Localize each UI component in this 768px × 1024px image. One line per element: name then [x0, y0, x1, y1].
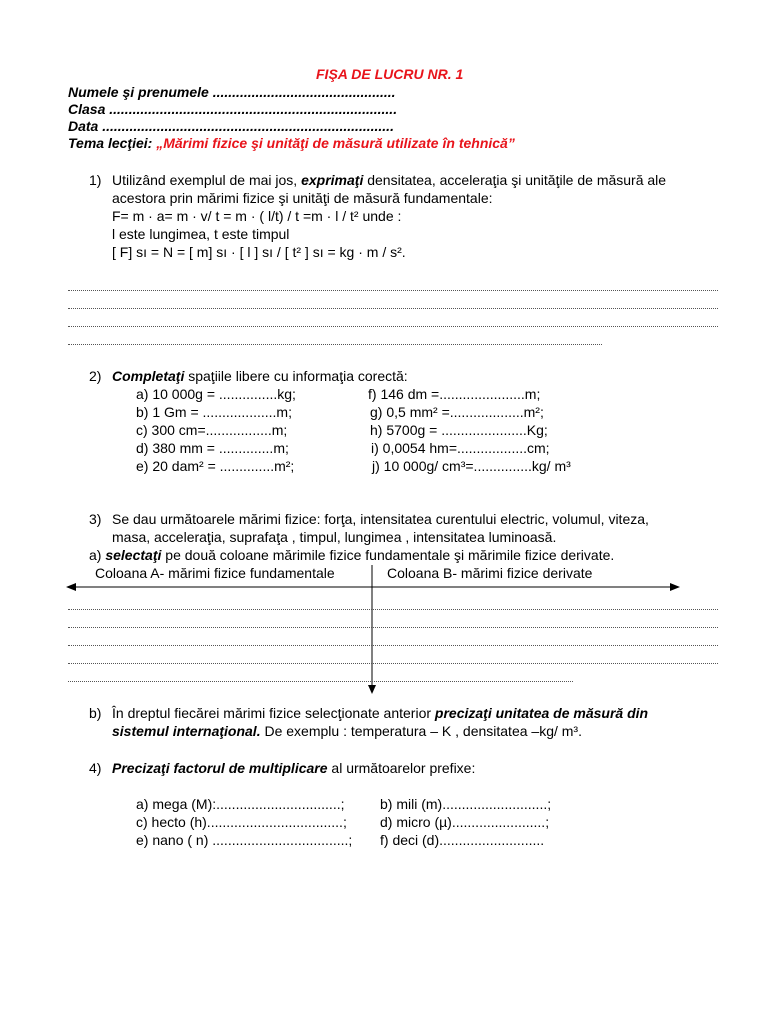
- q4-item-d: d) micro (µ)........................;: [380, 814, 550, 830]
- lesson-theme-value: „Mărimi fizice şi unităţi de măsură utilizate în tehnică”: [156, 135, 515, 151]
- q4-heading: [112, 760, 475, 777]
- q4-heading-rest: al următoarelor prefixe:: [327, 760, 476, 776]
- q4-item-e: e) nano ( n) ...................................;: [136, 832, 353, 848]
- q2-item-j: j) 10 000g/ cm³=...............kg/ m³: [372, 458, 571, 474]
- lesson-theme-label: Tema lecţiei:: [68, 135, 157, 151]
- q3a-keyword: selectaţi: [105, 547, 162, 563]
- q1-line1-c: densitatea, acceleraţia şi unităţile de măsură ale: [363, 172, 667, 188]
- q1-number: 1): [89, 172, 102, 188]
- q3b-example: De exemplu : temperatura – K , densitatea –kg/ m³.: [260, 723, 582, 739]
- q2-item-g: g) 0,5 mm² =...................m²;: [370, 404, 544, 420]
- q1-line4: l este lungimea, t este timpul: [112, 226, 290, 242]
- q3b-line1: [112, 705, 648, 722]
- q3a-label: a): [89, 547, 106, 563]
- q2-item-b: b) 1 Gm = ...................m;: [136, 404, 292, 420]
- answer-line: [68, 609, 718, 610]
- date-field: Data ...........................................................................: [68, 118, 394, 134]
- q4-item-f: f) deci (d)...........................: [380, 832, 545, 848]
- answer-line: [68, 663, 718, 664]
- q4-item-a: a) mega (M):................................;: [136, 796, 345, 812]
- q1-formula: F= m · a= m · v/ t = m · ( l/t) / t =m · l / t² unde :: [112, 208, 402, 224]
- q2-item-f: f) 146 dm =......................m;: [368, 386, 541, 402]
- answer-line: [68, 645, 718, 646]
- q2-item-a: a) 10 000g = ...............kg;: [136, 386, 296, 402]
- q4-item-c: c) hecto (h)...................................;: [136, 814, 347, 830]
- q2-item-c: c) 300 cm=.................m;: [136, 422, 288, 438]
- q3b-label: b): [89, 705, 102, 721]
- q1-line2: acestora prin mărimi fizice şi unităţi de măsură fundamentale:: [112, 190, 493, 206]
- q2-item-e: e) 20 dam² = ..............m²;: [136, 458, 295, 474]
- q2-heading-rest: spaţiile libere cu informaţia corectă:: [184, 368, 408, 384]
- q2-number: 2): [89, 368, 102, 384]
- answer-line: [68, 627, 718, 628]
- class-field: Clasa ..........................................................................: [68, 101, 398, 117]
- q2-item-i: i) 0,0054 hm=..................cm;: [371, 440, 550, 456]
- q2-item-h: h) 5700g = ......................Kg;: [370, 422, 548, 438]
- q3b-keyword-1: precizaţi unitatea de măsură din: [434, 705, 649, 721]
- q1-units: [ F] sı = N = [ m] sı · [ l ] sı / [ t² ] sı = kg · m / s².: [112, 244, 406, 260]
- q4-number: 4): [89, 760, 102, 776]
- q2-item-d: d) 380 mm = ..............m;: [136, 440, 289, 456]
- q3-line1: Se dau următoarele mărimi fizice: forţa, intensitatea curentului electric, volumul, viteza,: [112, 511, 649, 527]
- column-a-header: Coloana A- mărimi fizice fundamentale: [95, 565, 335, 581]
- q3b-keyword-2: sistemul internaţional.: [112, 723, 261, 739]
- q3-number: 3): [89, 511, 102, 527]
- answer-line: [68, 681, 573, 682]
- q4-item-b: b) mili (m)...........................;: [380, 796, 552, 812]
- q3a-rest: pe două coloane mărimile fizice fundamentale şi mărimile fizice derivate.: [161, 547, 615, 563]
- q3b-line2: [112, 723, 582, 740]
- q2-keyword: Completaţi: [112, 368, 185, 384]
- column-b-header: Coloana B- mărimi fizice derivate: [387, 565, 593, 581]
- name-field: Numele şi prenumele ...............................................: [68, 84, 396, 100]
- q4-keyword: Precizaţi factorul de multiplicare: [112, 760, 328, 776]
- q1-keyword: exprimaţi: [301, 172, 364, 188]
- q1-line1-a: Utilizând exemplul de mai jos,: [112, 172, 302, 188]
- q3-line2: masa, acceleraţia, suprafaţa , timpul, lungimea , intensitatea luminoasă.: [112, 529, 557, 545]
- page-title: FIŞA DE LUCRU NR. 1: [316, 66, 464, 82]
- q3b-text: În dreptul fiecărei mărimi fizice selecţionate anterior: [112, 705, 435, 721]
